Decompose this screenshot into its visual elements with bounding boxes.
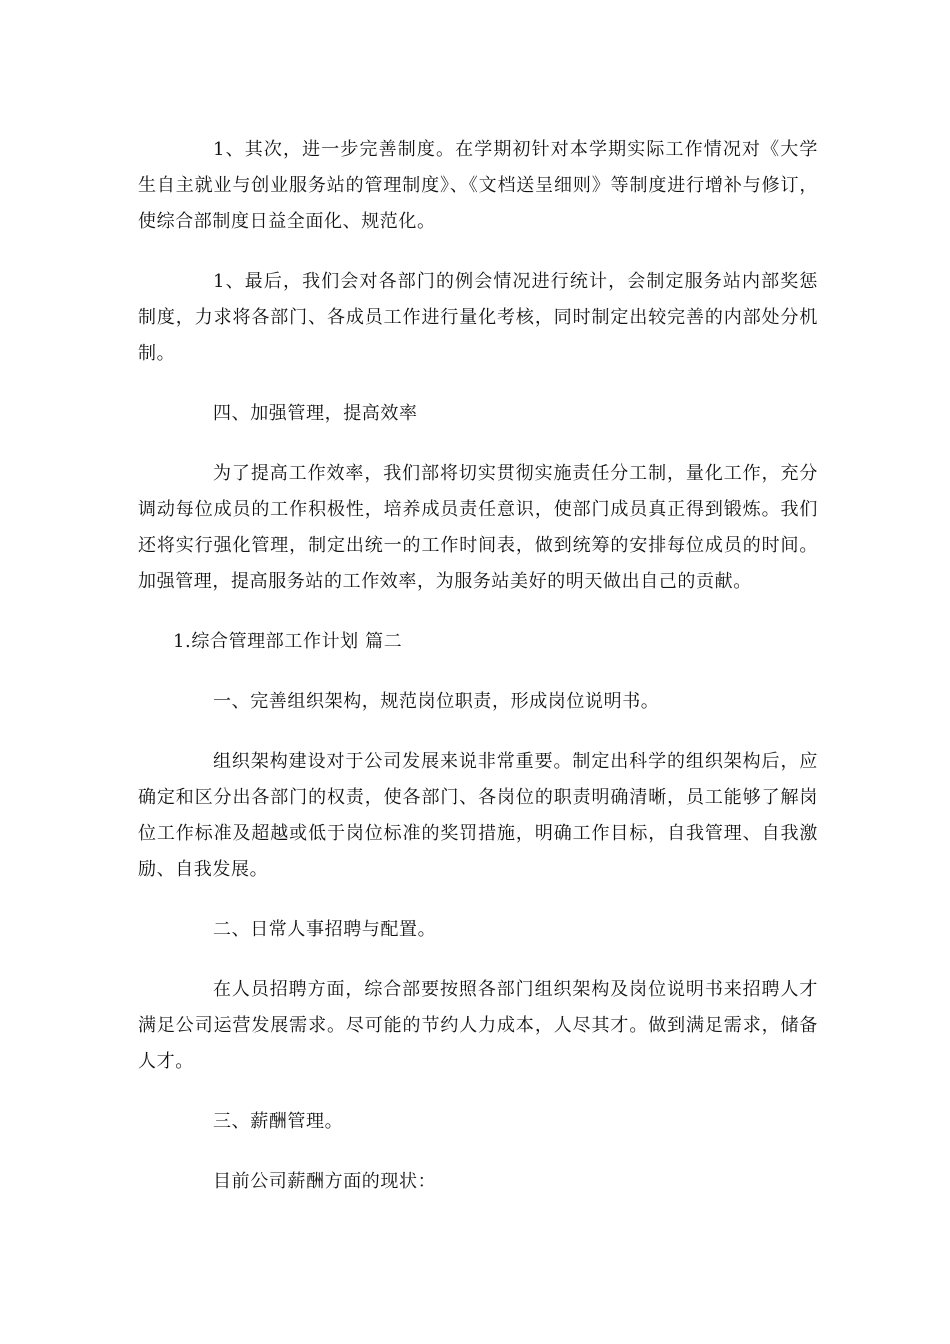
paragraph-organization: 组织架构建设对于公司发展来说非常重要。制定出科学的组织架构后，应确定和区分出各部门的权责，使各部门、各岗位的职责明确清晰，员工能够了解岗位工作标准及超越或低于岗位标准的奖罚措施，明确工作目标，自我管理、自我激励、自我发展。 [138,751,818,880]
document-body [138,132,818,1224]
paragraph-salary-status: 目前公司薪酬方面的现状： [213,1171,437,1192]
paragraph-improve-system: 1、其次，进一步完善制度。在学期初针对本学期实际工作情况对《大学生自主就业与创业服务站的管理制度》、《文档送呈细则》等制度进行增补与修订，使综合部制度日益全面化、规范化。 [138,139,818,232]
paragraph-reward-punishment: 1、最后，我们会对各部门的例会情况进行统计，会制定服务站内部奖惩制度，力求将各部门、各成员工作进行量化考核，同时制定出较完善的内部处分机制。 [138,271,818,364]
paragraph-efficiency: 为了提高工作效率，我们部将切实贯彻实施责任分工制，量化工作，充分调动每位成员的工作积极性，培养成员责任意识，使部门成员真正得到锻炼。我们还将实行强化管理，制定出统一的工作时间表，做到统筹的安排每位成员的时间。加强管理，提高服务站的工作效率，为服务站美好的明天做出自己的贡献。 [138,463,818,592]
section-heading-management: 四、加强管理，提高效率 [213,403,418,424]
paragraph-recruitment: 在人员招聘方面，综合部要按照各部门组织架构及岗位说明书来招聘人才满足公司运营发展需求。尽可能的节约人力成本，人尽其才。做到满足需求，储备人才。 [138,979,818,1072]
part-two-title: 1.综合管理部工作计划 篇二 [173,631,403,652]
section-heading-organization: 一、完善组织架构，规范岗位职责，形成岗位说明书。 [213,691,660,712]
section-heading-salary: 三、薪酬管理。 [213,1111,344,1132]
section-heading-recruitment: 二、日常人事招聘与配置。 [213,919,437,940]
